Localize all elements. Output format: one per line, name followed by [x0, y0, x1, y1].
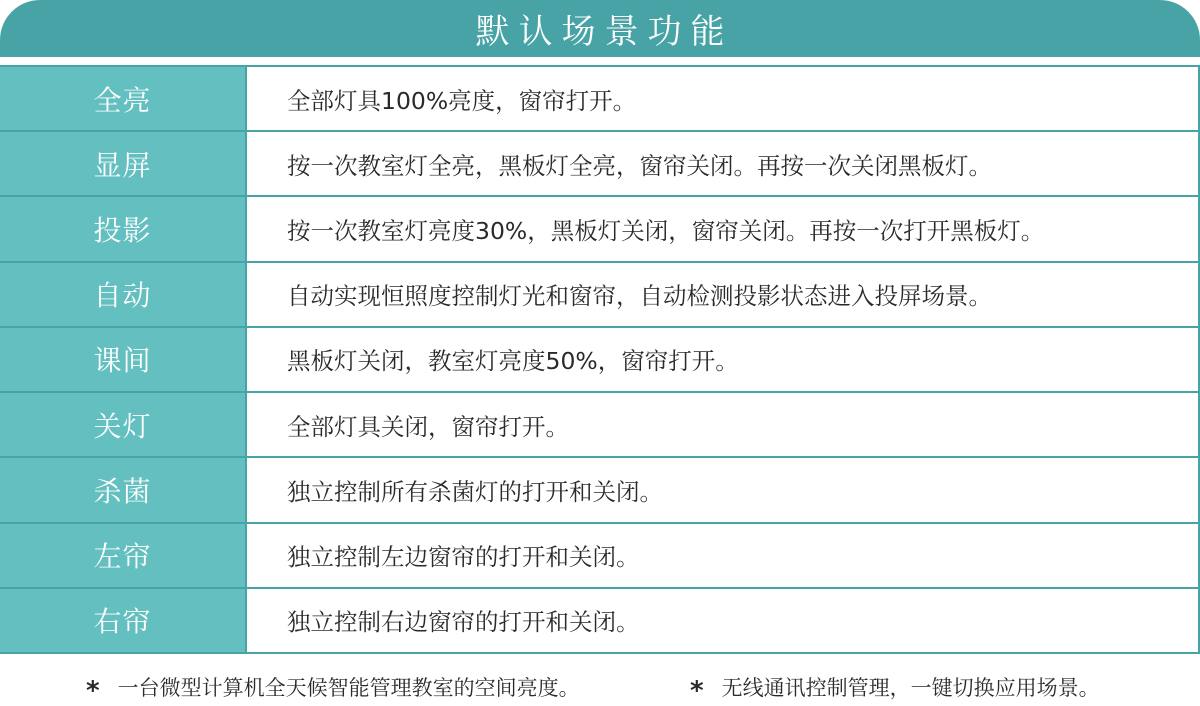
scene-name: 左帘	[0, 524, 247, 587]
footer-note	[86, 672, 580, 706]
scene-description: 全部灯具100%亮度，窗帘打开。	[247, 67, 1200, 130]
title-banner	[0, 0, 1200, 57]
table-row	[0, 589, 1200, 652]
scene-name: 投影	[0, 197, 247, 260]
table-row	[0, 263, 1200, 328]
table-row	[0, 524, 1200, 589]
scene-name: 课间	[0, 328, 247, 391]
footer-note-text: 无线通讯控制管理，一键切换应用场景。	[721, 676, 1100, 700]
scene-name: 杀菌	[0, 458, 247, 521]
table-row	[0, 132, 1200, 197]
footer-notes	[0, 668, 1200, 706]
asterisk-icon: *	[86, 676, 100, 706]
footer-note-text: 一台微型计算机全天候智能管理教室的空间亮度。	[117, 676, 580, 700]
scene-table	[0, 65, 1200, 654]
scene-name: 全亮	[0, 67, 247, 130]
scene-description: 全部灯具关闭，窗帘打开。	[247, 393, 1200, 456]
page-title: 默认场景功能	[475, 12, 734, 52]
scene-description: 自动实现恒照度控制灯光和窗帘，自动检测投影状态进入投屏场景。	[247, 263, 1200, 326]
table-row	[0, 197, 1200, 262]
scene-description: 按一次教室灯亮度30%，黑板灯关闭，窗帘关闭。再按一次打开黑板灯。	[247, 197, 1200, 260]
scene-name: 右帘	[0, 589, 247, 652]
asterisk-icon: *	[690, 676, 704, 706]
scene-name: 显屏	[0, 132, 247, 195]
table-row	[0, 67, 1200, 132]
table-row	[0, 458, 1200, 523]
scene-name: 自动	[0, 263, 247, 326]
scene-description: 黑板灯关闭，教室灯亮度50%，窗帘打开。	[247, 328, 1200, 391]
scene-description: 独立控制右边窗帘的打开和关闭。	[247, 589, 1200, 652]
footer-note	[690, 672, 1100, 706]
scene-description: 独立控制所有杀菌灯的打开和关闭。	[247, 458, 1200, 521]
table-row	[0, 328, 1200, 393]
scene-name: 关灯	[0, 393, 247, 456]
scene-description: 独立控制左边窗帘的打开和关闭。	[247, 524, 1200, 587]
scene-description: 按一次教室灯全亮，黑板灯全亮，窗帘关闭。再按一次关闭黑板灯。	[247, 132, 1200, 195]
table-row	[0, 393, 1200, 458]
